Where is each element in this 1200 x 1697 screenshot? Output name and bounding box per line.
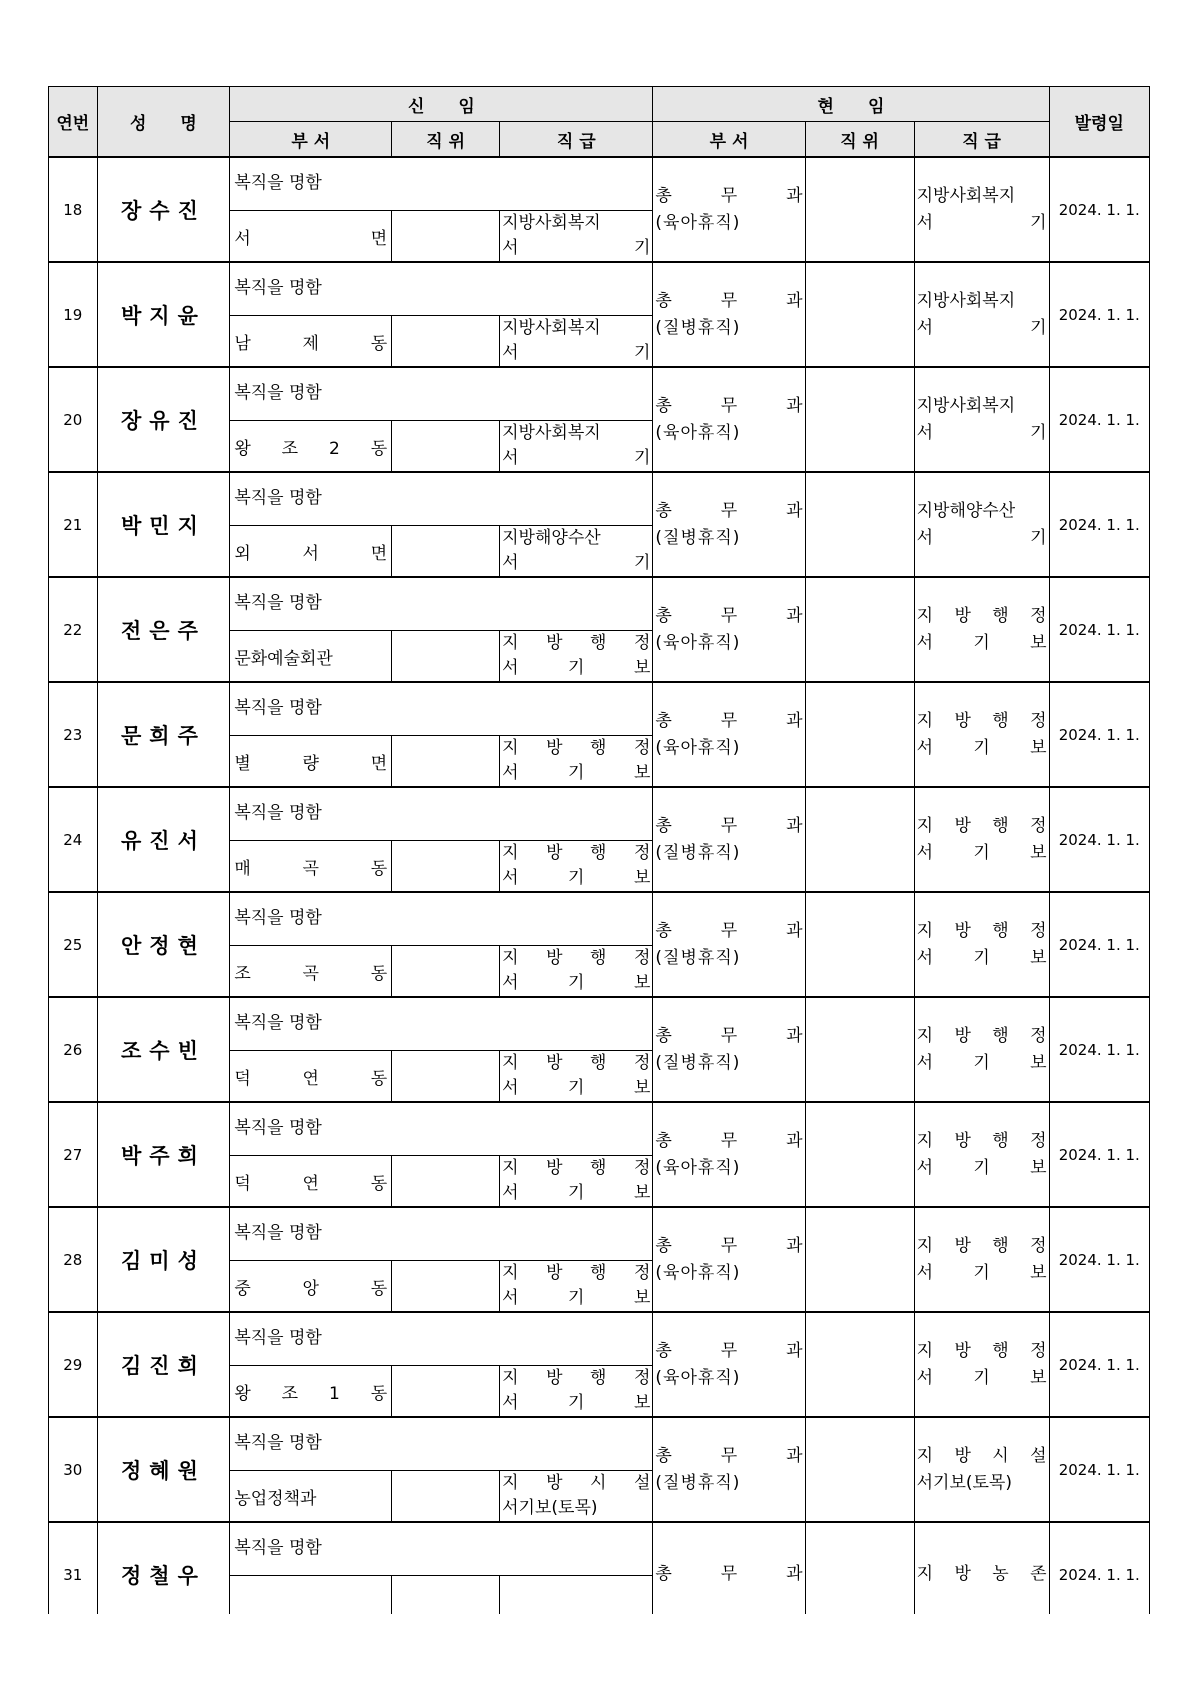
current-dept: [653, 262, 805, 367]
current-position: [805, 997, 914, 1102]
table-row: [49, 262, 1150, 316]
new-position: [392, 841, 500, 893]
new-dept-text: 별 량 면: [234, 753, 388, 774]
new-dept: [230, 1051, 392, 1103]
current-grade: [914, 787, 1049, 892]
current-position: [805, 472, 914, 577]
current-grade: [914, 367, 1049, 472]
current-position: [805, 1207, 914, 1312]
current-grade: [914, 892, 1049, 997]
new-position: [392, 421, 500, 473]
new-dept: [230, 1471, 392, 1523]
current-grade-line-2: 서 기 보: [916, 632, 1047, 653]
new-dept-text: 매 곡 동: [234, 858, 388, 879]
current-dept-line-1: 총 무 과: [655, 920, 803, 941]
new-grade-line-1: 지방사회복지: [502, 213, 601, 233]
new-grade-line-1: 지 방 행 정: [502, 738, 651, 758]
table-row: [49, 367, 1150, 421]
order-text: 복직을 명함: [230, 1102, 653, 1156]
current-position: [805, 1417, 914, 1522]
issue-date: 2024. 1. 1.: [1049, 892, 1149, 997]
new-dept: [230, 421, 392, 473]
current-grade-line-1: 지 방 시 설: [916, 1445, 1047, 1466]
current-grade-line-2: 서 기 보: [916, 1367, 1047, 1388]
current-grade-line-2: 서 기: [916, 317, 1047, 338]
row-number: 30: [49, 1417, 98, 1522]
new-grade-line-1: 지방해양수산: [502, 528, 601, 548]
table-row: [49, 787, 1150, 841]
new-dept: [230, 946, 392, 998]
current-dept-line-1: 총 무 과: [655, 395, 803, 416]
current-dept: [653, 577, 805, 682]
current-dept: [653, 1417, 805, 1522]
row-number: 31: [49, 1522, 98, 1614]
order-text: 복직을 명함: [230, 892, 653, 946]
current-position: [805, 1522, 914, 1614]
current-dept-line-1: 총 무 과: [655, 1340, 803, 1361]
current-dept-line-2: (육아휴직): [655, 212, 741, 233]
row-number: 28: [49, 1207, 98, 1312]
current-grade-line-2: 서 기 보: [916, 842, 1047, 863]
current-grade: [914, 472, 1049, 577]
current-dept-line-1: 총 무 과: [655, 290, 803, 311]
new-grade-line-1: 지 방 시 설: [502, 1473, 651, 1493]
current-grade: [914, 1207, 1049, 1312]
current-grade-line-1: 지 방 행 정: [916, 815, 1047, 836]
table-row: [49, 997, 1150, 1051]
new-grade-line-1: 지방사회복지: [502, 423, 601, 443]
new-grade: [500, 736, 653, 788]
row-number: 20: [49, 367, 98, 472]
issue-date: 2024. 1. 1.: [1049, 577, 1149, 682]
new-grade-line-2: 서 기 보: [502, 658, 651, 678]
row-number: 23: [49, 682, 98, 787]
current-dept-line-2: (육아휴직): [655, 1157, 741, 1178]
new-grade-line-1: 지 방 행 정: [502, 1368, 651, 1388]
new-dept-text: 서 면: [234, 228, 388, 249]
current-dept: [653, 892, 805, 997]
new-dept: [230, 1366, 392, 1418]
current-grade-line-2: 서 기: [916, 527, 1047, 548]
current-dept-line-1: 총 무 과: [655, 1235, 803, 1256]
new-grade-line-2: 서 기 보: [502, 1183, 651, 1203]
issue-date: 2024. 1. 1.: [1049, 1102, 1149, 1207]
current-dept: [653, 1102, 805, 1207]
current-grade-line-1: 지 방 행 정: [916, 1130, 1047, 1151]
personnel-order-page: [48, 86, 1150, 1614]
row-number: 24: [49, 787, 98, 892]
current-dept-line-2: (질병휴직): [655, 1472, 741, 1493]
current-grade-line-2: 서 기 보: [916, 947, 1047, 968]
current-grade-line-1: 지 방 행 정: [916, 710, 1047, 731]
new-grade-line-1: 지 방 행 정: [502, 948, 651, 968]
issue-date: 2024. 1. 1.: [1049, 157, 1149, 262]
order-text: 복직을 명함: [230, 577, 653, 631]
col-header-cur-grade: 직 급: [914, 122, 1049, 158]
new-position: [392, 211, 500, 263]
order-text: 복직을 명함: [230, 472, 653, 526]
person-name: 유진서: [97, 787, 230, 892]
table-row: [49, 157, 1150, 211]
new-grade: [500, 1366, 653, 1418]
order-text: 복직을 명함: [230, 1522, 653, 1576]
header-row-1: [49, 87, 1150, 122]
row-number: 29: [49, 1312, 98, 1417]
order-text: 복직을 명함: [230, 1417, 653, 1471]
current-dept: [653, 682, 805, 787]
current-dept-line-1: 총 무 과: [655, 1564, 803, 1584]
current-dept: [653, 1312, 805, 1417]
new-grade-line-2: 서 기: [502, 238, 651, 258]
row-number: 18: [49, 157, 98, 262]
new-position: [392, 1156, 500, 1208]
new-grade: [500, 1261, 653, 1313]
current-grade-line-1: 지 방 행 정: [916, 1025, 1047, 1046]
current-dept-line-1: 총 무 과: [655, 1130, 803, 1151]
new-grade-line-2: 서 기: [502, 448, 651, 468]
current-grade-line-2: 서 기 보: [916, 737, 1047, 758]
current-dept: [653, 1522, 805, 1614]
col-header-new-grade: 직 급: [500, 122, 653, 158]
new-grade-line-1: 지방사회복지: [502, 318, 601, 338]
current-grade: [914, 262, 1049, 367]
new-position: [392, 1366, 500, 1418]
current-position: [805, 1102, 914, 1207]
row-number: 21: [49, 472, 98, 577]
person-name: 안정현: [97, 892, 230, 997]
new-dept-text: 덕 연 동: [234, 1173, 388, 1194]
table-body: [49, 157, 1150, 1614]
new-grade: [500, 421, 653, 473]
current-grade: [914, 1312, 1049, 1417]
new-grade: [500, 1156, 653, 1208]
current-dept-line-2: (질병휴직): [655, 1052, 741, 1073]
table-row: [49, 682, 1150, 736]
current-dept-line-2: (육아휴직): [655, 632, 741, 653]
current-grade-line-1: 지 방 행 정: [916, 920, 1047, 941]
issue-date: 2024. 1. 1.: [1049, 262, 1149, 367]
current-dept-line-1: 총 무 과: [655, 710, 803, 731]
order-text: 복직을 명함: [230, 1207, 653, 1261]
new-grade-line-2: 서 기: [502, 343, 651, 363]
new-grade-line-1: 지 방 행 정: [502, 1158, 651, 1178]
order-text: 복직을 명함: [230, 157, 653, 211]
new-position: [392, 736, 500, 788]
table-row: [49, 892, 1150, 946]
current-dept: [653, 472, 805, 577]
current-grade-line-1: 지 방 행 정: [916, 605, 1047, 626]
row-number: 27: [49, 1102, 98, 1207]
new-dept-text: 남 제 동: [234, 333, 388, 354]
new-position: [392, 1471, 500, 1523]
person-name: 김미성: [97, 1207, 230, 1312]
col-header-no: 연번: [49, 87, 98, 158]
current-dept-line-2: (질병휴직): [655, 527, 741, 548]
new-grade: [500, 526, 653, 578]
current-position: [805, 367, 914, 472]
current-dept-line-1: 총 무 과: [655, 1445, 803, 1466]
current-position: [805, 682, 914, 787]
current-grade-line-1: 지방사회복지: [916, 395, 1016, 416]
current-position: [805, 577, 914, 682]
col-header-current-post: 현 임: [653, 87, 1049, 122]
new-grade-line-2: 서기보(토목): [502, 1498, 598, 1518]
current-dept: [653, 1207, 805, 1312]
row-number: 22: [49, 577, 98, 682]
new-grade-line-2: 서 기 보: [502, 1393, 651, 1413]
current-dept: [653, 367, 805, 472]
row-number: 19: [49, 262, 98, 367]
current-grade-line-2: 서 기: [916, 422, 1047, 443]
person-name: 정혜원: [97, 1417, 230, 1522]
current-dept-line-2: (질병휴직): [655, 947, 741, 968]
new-dept: [230, 1156, 392, 1208]
table-row: [49, 1102, 1150, 1156]
current-dept-line-2: (육아휴직): [655, 1262, 741, 1283]
current-position: [805, 787, 914, 892]
new-dept: [230, 736, 392, 788]
current-dept-line-2: (육아휴직): [655, 737, 741, 758]
col-header-new-dept: 부 서: [230, 122, 392, 158]
current-grade-line-2: 서 기 보: [916, 1157, 1047, 1178]
col-header-cur-position: 직 위: [805, 122, 914, 158]
current-grade: [914, 997, 1049, 1102]
col-header-date: 발령일: [1049, 87, 1149, 158]
current-dept: [653, 157, 805, 262]
new-dept-text: 외 서 면: [234, 543, 388, 564]
new-position: [392, 946, 500, 998]
row-number: 25: [49, 892, 98, 997]
current-grade: [914, 682, 1049, 787]
new-dept-text: 덕 연 동: [234, 1068, 388, 1089]
person-name: 문희주: [97, 682, 230, 787]
person-name: 장수진: [97, 157, 230, 262]
new-position: [392, 1261, 500, 1313]
current-grade-line-2: 서 기 보: [916, 1052, 1047, 1073]
new-grade: [500, 1471, 653, 1523]
new-position: [392, 526, 500, 578]
row-number: 26: [49, 997, 98, 1102]
current-dept-line-1: 총 무 과: [655, 605, 803, 626]
current-grade: [914, 577, 1049, 682]
new-grade: [500, 1576, 653, 1615]
current-dept-line-2: (질병휴직): [655, 842, 741, 863]
new-position: [392, 631, 500, 683]
col-header-new-position: 직 위: [392, 122, 500, 158]
order-text: 복직을 명함: [230, 787, 653, 841]
current-position: [805, 1312, 914, 1417]
current-grade-line-1: 지 방 행 정: [916, 1235, 1047, 1256]
order-text: 복직을 명함: [230, 1312, 653, 1366]
current-grade: [914, 1522, 1049, 1614]
person-name: 조수빈: [97, 997, 230, 1102]
new-grade-line-1: 지 방 행 정: [502, 843, 651, 863]
current-position: [805, 262, 914, 367]
table-row: [49, 472, 1150, 526]
issue-date: 2024. 1. 1.: [1049, 997, 1149, 1102]
new-dept-text: 왕 조 2 동: [234, 438, 388, 459]
new-grade-line-2: 서 기: [502, 553, 651, 573]
current-position: [805, 892, 914, 997]
current-grade-line-1: 지 방 농 존: [916, 1564, 1047, 1584]
new-grade-line-2: 서 기 보: [502, 763, 651, 783]
current-grade: [914, 1417, 1049, 1522]
current-dept-line-2: (질병휴직): [655, 317, 741, 338]
new-grade: [500, 631, 653, 683]
issue-date: 2024. 1. 1.: [1049, 1312, 1149, 1417]
person-name: 박주희: [97, 1102, 230, 1207]
current-dept-line-2: (육아휴직): [655, 422, 741, 443]
current-grade-line-2: 서 기: [916, 212, 1047, 233]
new-grade-line-1: 지 방 행 정: [502, 1053, 651, 1073]
new-grade: [500, 946, 653, 998]
order-text: 복직을 명함: [230, 997, 653, 1051]
current-dept: [653, 787, 805, 892]
new-dept-text: 문화예술회관: [234, 648, 333, 669]
issue-date: 2024. 1. 1.: [1049, 787, 1149, 892]
table-row: [49, 1207, 1150, 1261]
person-name: 장유진: [97, 367, 230, 472]
new-dept-text: 농업정책과: [234, 1488, 317, 1509]
current-grade-line-1: 지 방 행 정: [916, 1340, 1047, 1361]
order-text: 복직을 명함: [230, 367, 653, 421]
new-grade-line-2: 서 기 보: [502, 1078, 651, 1098]
new-position: [392, 1576, 500, 1615]
new-position: [392, 1051, 500, 1103]
col-header-name: 성 명: [97, 87, 230, 158]
person-name: 박민지: [97, 472, 230, 577]
new-dept-text: 중 앙 동: [234, 1278, 388, 1299]
person-name: 전은주: [97, 577, 230, 682]
current-dept-line-1: 총 무 과: [655, 500, 803, 521]
current-dept-line-2: (육아휴직): [655, 1367, 741, 1388]
new-dept-text: 조 곡 동: [234, 963, 388, 984]
table-row: [49, 1417, 1150, 1471]
issue-date: 2024. 1. 1.: [1049, 367, 1149, 472]
new-dept: [230, 316, 392, 368]
current-grade: [914, 157, 1049, 262]
person-name: 정철우: [97, 1522, 230, 1614]
new-grade-line-2: 서 기 보: [502, 868, 651, 888]
new-grade: [500, 1051, 653, 1103]
current-grade: [914, 1102, 1049, 1207]
current-dept-line-1: 총 무 과: [655, 185, 803, 206]
current-dept-line-1: 총 무 과: [655, 815, 803, 836]
table-row: [49, 1522, 1150, 1576]
current-position: [805, 157, 914, 262]
new-dept: [230, 841, 392, 893]
current-dept: [653, 997, 805, 1102]
order-text: 복직을 명함: [230, 682, 653, 736]
issue-date: 2024. 1. 1.: [1049, 1522, 1149, 1614]
new-dept: [230, 526, 392, 578]
issue-date: 2024. 1. 1.: [1049, 472, 1149, 577]
table-row: [49, 1312, 1150, 1366]
current-dept-line-1: 총 무 과: [655, 1025, 803, 1046]
person-name: 박지윤: [97, 262, 230, 367]
new-grade-line-2: 서 기 보: [502, 1288, 651, 1308]
new-grade: [500, 211, 653, 263]
issue-date: 2024. 1. 1.: [1049, 1417, 1149, 1522]
new-dept-text: 왕 조 1 동: [234, 1383, 388, 1404]
order-text: 복직을 명함: [230, 262, 653, 316]
new-grade-line-1: 지 방 행 정: [502, 633, 651, 653]
issue-date: 2024. 1. 1.: [1049, 1207, 1149, 1312]
new-dept: [230, 1576, 392, 1615]
issue-date: 2024. 1. 1.: [1049, 682, 1149, 787]
table-row: [49, 577, 1150, 631]
current-grade-line-1: 지방해양수산: [916, 500, 1016, 521]
current-grade-line-1: 지방사회복지: [916, 290, 1016, 311]
new-grade: [500, 316, 653, 368]
current-grade-line-2: 서 기 보: [916, 1262, 1047, 1283]
current-grade-line-1: 지방사회복지: [916, 185, 1016, 206]
col-header-new-post: 신 임: [230, 87, 653, 122]
new-dept: [230, 211, 392, 263]
new-dept: [230, 631, 392, 683]
personnel-table: [48, 86, 1150, 1614]
current-grade-line-2: 서기보(토목): [916, 1472, 1012, 1493]
col-header-cur-dept: 부 서: [653, 122, 805, 158]
new-dept: [230, 1261, 392, 1313]
new-position: [392, 316, 500, 368]
new-grade-line-1: 지 방 행 정: [502, 1263, 651, 1283]
person-name: 김진희: [97, 1312, 230, 1417]
new-grade-line-2: 서 기 보: [502, 973, 651, 993]
new-grade: [500, 841, 653, 893]
